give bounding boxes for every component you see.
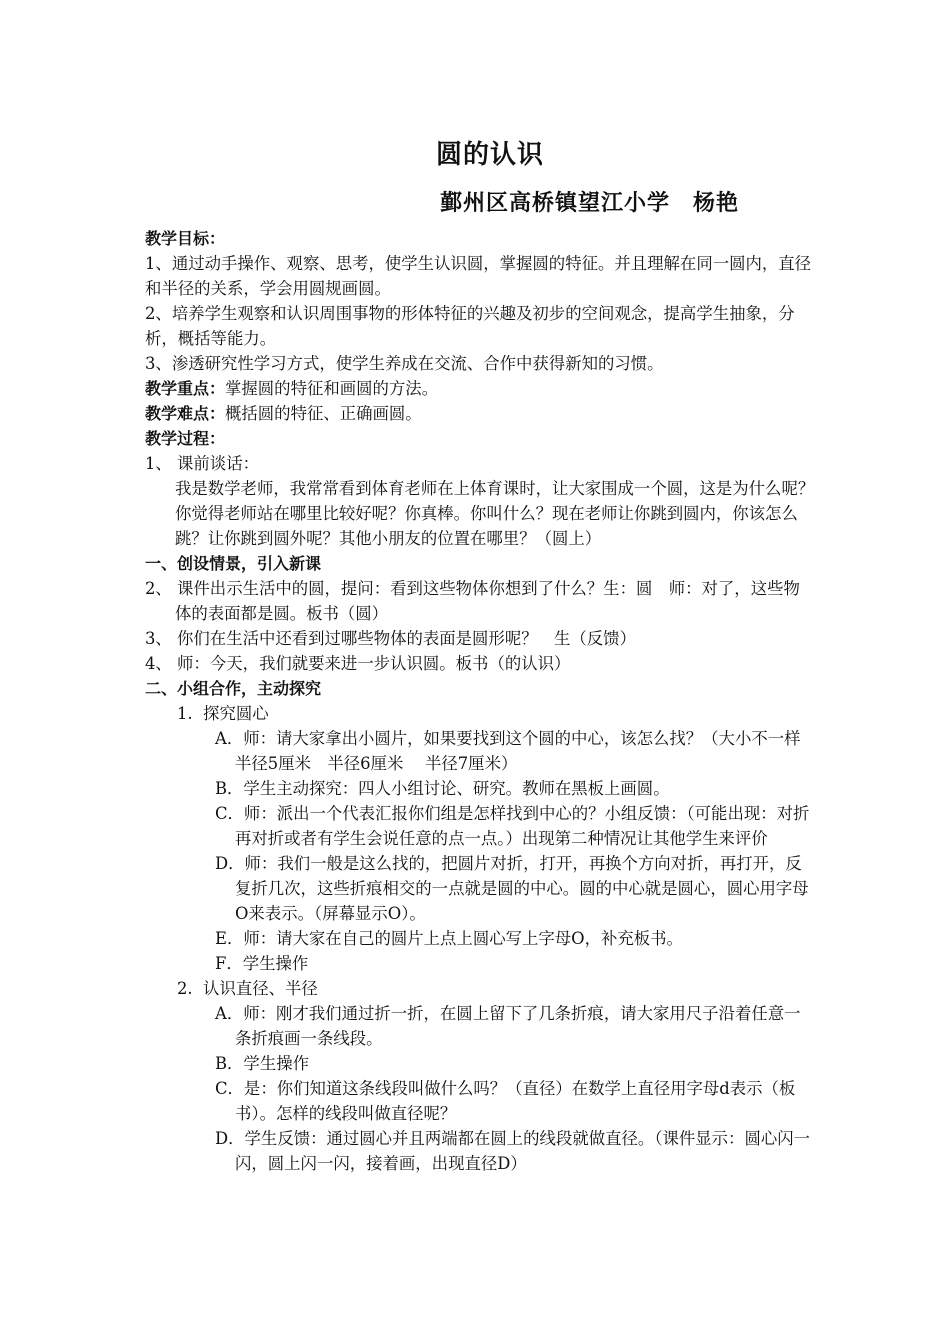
part1-heading: 1. 探究圆心 xyxy=(177,704,269,723)
objective-item: 2、培养学生观察和认识周围事物的形体特征的兴趣及初步的空间观念，提高学生抽象，分析，概括等能力。 xyxy=(145,304,795,348)
difficulty xyxy=(145,401,815,426)
section2-heading: 二、小组合作，主动探究 xyxy=(145,679,322,698)
objective-item: 1、通过动手操作、观察、思考，使学生认识圆，掌握圆的特征。并且理解在同一圆内，直径和半径的关系，学会用圆规画圆。 xyxy=(145,254,812,298)
document-title: 圆的认识 xyxy=(435,140,544,170)
part1-item: E．师：请大家在自己的圆片上点上圆心写上字母O，补充板书。 xyxy=(215,929,683,948)
author-line: 鄞州区高桥镇望江小学 杨艳 xyxy=(440,191,740,216)
key-point-label: 教学重点： xyxy=(145,379,226,398)
part1-item: B．学生主动探究：四人小组讨论、研究。教师在黑板上画圆。 xyxy=(215,779,670,798)
pre-class-text: 我是数学老师，我常常看到体育老师在上体育课时，让大家围成一个圆，这是为什么呢？你觉得老师站在哪里比较好呢？你真棒。你叫什么？现在老师让你跳到圆内，你该怎么跳？让你跳到圆外呢？其他小朋友的位置在哪里？（圆上） xyxy=(175,479,815,548)
document-body xyxy=(145,226,815,1176)
part1-item: C．师：派出一个代表汇报你们组是怎样找到中心的？小组反馈：（可能出现：对折再对折或者有学生会说任意的点一点。）出现第二种情况让其他学生来评价 xyxy=(215,804,810,848)
process-heading: 教学过程： xyxy=(145,429,226,448)
part2-item: A．师：刚才我们通过折一折，在圆上留下了几条折痕，请大家用尺子沿着任意一条折痕画一条线段。 xyxy=(215,1004,801,1048)
part2-item: D．学生反馈：通过圆心并且两端都在圆上的线段就做直径。（课件显示：圆心闪一闪，圆上闪一闪，接着画，出现直径D） xyxy=(215,1129,811,1173)
section1-item: 3、 你们在生活中还看到过哪些物体的表面是圆形呢？ 生（反馈） xyxy=(145,629,636,648)
section1-item: 2、 课件出示生活中的圆，提问：看到这些物体你想到了什么？生：圆 师：对了，这些物体的表面都是圆。板书（圆） xyxy=(145,579,800,623)
key-point-text: 掌握圆的特征和画圆的方法。 xyxy=(225,379,439,398)
section1-item: 4、 师：今天，我们就要来进一步认识圆。板书（的认识） xyxy=(145,654,571,673)
part2-heading: 2. 认识直径、半径 xyxy=(177,979,318,998)
key-point xyxy=(145,376,815,401)
objectives-heading: 教学目标： xyxy=(145,229,226,248)
part1-item: D．师：我们一般是这么找的，把圆片对折，打开，再换个方向对折，再打开，反复折几次，这些折痕相交的一点就是圆的中心。圆的中心就是圆心，圆心用字母O来表示。（屏幕显示O）。 xyxy=(215,854,809,923)
part2-item: B．学生操作 xyxy=(215,1054,309,1073)
section1-heading: 一、创设情景，引入新课 xyxy=(145,554,322,573)
pre-class-heading: 1、 课前谈话： xyxy=(145,454,259,473)
part1-item: F．学生操作 xyxy=(215,954,309,973)
part1-item: A．师：请大家拿出小圆片，如果要找到这个圆的中心，该怎么找？（大小不一样 半径5厘米 半径6厘米 半径7厘米） xyxy=(215,729,817,773)
difficulty-label: 教学难点： xyxy=(145,404,226,423)
objective-item: 3、渗透研究性学习方式，使学生养成在交流、合作中获得新知的习惯。 xyxy=(145,354,664,373)
difficulty-text: 概括圆的特征、正确画圆。 xyxy=(225,404,422,423)
part2-item: C．是：你们知道这条线段叫做什么吗？（直径）在数学上直径用字母d表示（板书）。怎样的线段叫做直径呢？ xyxy=(215,1079,796,1123)
